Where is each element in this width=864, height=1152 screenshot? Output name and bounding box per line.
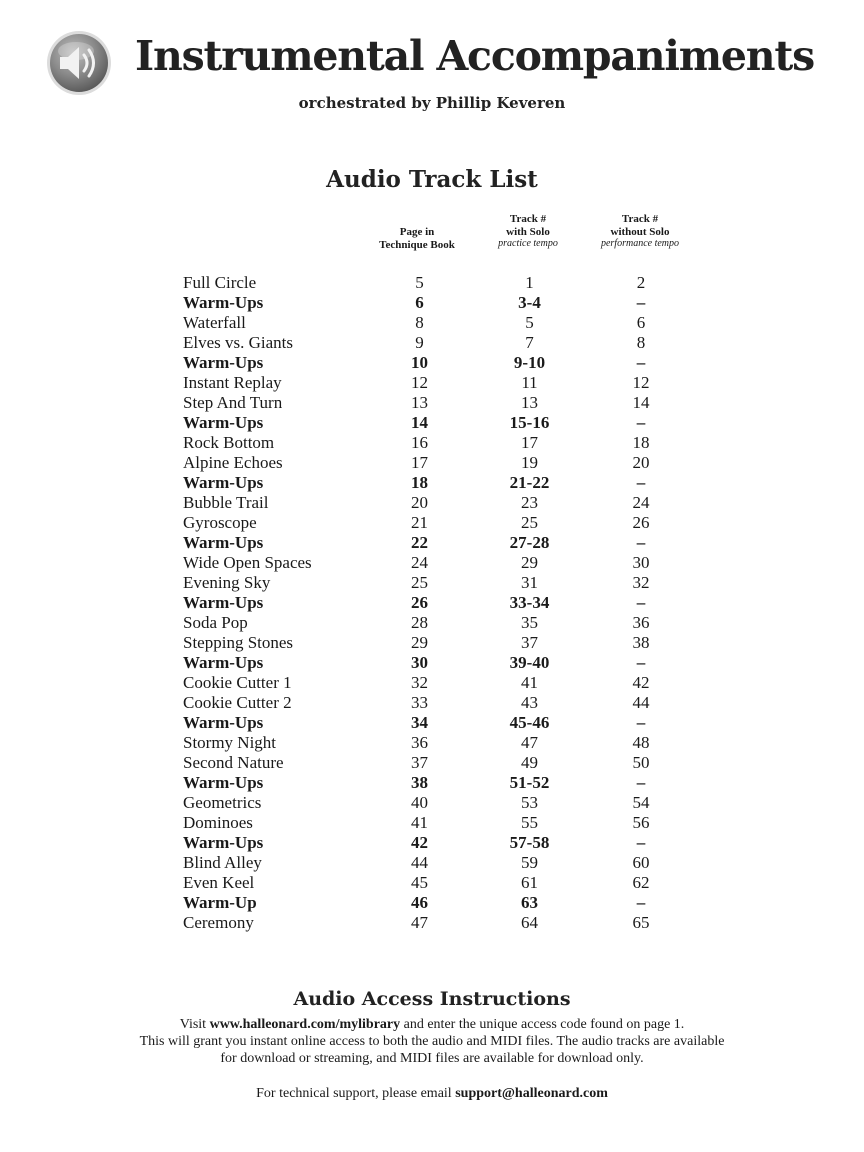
page-number: 34: [411, 713, 428, 732]
track-with-solo: 55: [521, 813, 538, 832]
column-header-without-solo-line1: Track #: [621, 213, 659, 225]
table-row: [180, 353, 696, 373]
page-number: 29: [411, 633, 428, 652]
track-with-solo: 15-16: [509, 413, 550, 432]
page-number: 42: [411, 833, 428, 852]
track-title: Alpine Echoes: [183, 453, 283, 472]
track-table-body: [180, 273, 696, 933]
table-row: [180, 573, 696, 593]
track-title: Warm-Ups: [183, 473, 264, 492]
page-number: 44: [411, 853, 428, 872]
track-with-solo: 1: [525, 273, 534, 292]
track-with-solo: 63: [521, 893, 538, 912]
track-title: Rock Bottom: [183, 433, 275, 452]
table-row: [180, 693, 696, 713]
table-row: [180, 673, 696, 693]
column-header-with-solo-note: practice tempo: [498, 238, 558, 249]
page-number: 40: [411, 793, 428, 812]
track-without-solo: –: [636, 713, 646, 732]
page-number: 14: [411, 413, 428, 432]
track-with-solo: 25: [521, 513, 538, 532]
track-without-solo: –: [636, 833, 646, 852]
table-row: [180, 273, 696, 293]
page-number: 5: [415, 273, 424, 292]
page-number: 37: [411, 753, 428, 772]
column-header-without-solo-line2: without Solo: [610, 225, 670, 238]
track-title: Full Circle: [183, 273, 257, 292]
track-without-solo: 18: [632, 433, 650, 452]
page-number: 26: [411, 593, 428, 612]
table-row: [180, 533, 696, 553]
track-title: Warm-Ups: [183, 833, 264, 852]
table-row: [180, 393, 696, 413]
track-without-solo: 56: [632, 813, 650, 832]
track-without-solo: –: [636, 353, 646, 372]
access-instruction-line-1: [0, 1016, 864, 1034]
table-row: [180, 873, 696, 893]
track-with-solo: 64: [521, 913, 538, 932]
track-without-solo: –: [636, 773, 646, 792]
track-without-solo: –: [636, 473, 646, 492]
page-number: 22: [411, 533, 428, 552]
track-without-solo: 8: [636, 333, 646, 352]
track-without-solo: 26: [632, 513, 650, 532]
speaker-icon: [46, 30, 112, 96]
track-title: Warm-Ups: [183, 773, 264, 792]
track-title: Wide Open Spaces: [183, 553, 312, 572]
track-with-solo: 33-34: [509, 593, 550, 612]
column-header-without-solo-note: performance tempo: [600, 238, 680, 249]
track-title: Warm-Ups: [183, 353, 264, 372]
access-instruction-line-2: This will grant you instant online access to both the audio and MIDI files. The audio tracks are available: [139, 1034, 725, 1049]
track-title: Warm-Ups: [183, 653, 264, 672]
page-number: 18: [411, 473, 428, 492]
table-row: [180, 713, 696, 733]
track-without-solo: 24: [632, 493, 650, 512]
track-title: Waterfall: [183, 313, 246, 332]
track-title: Warm-Ups: [183, 593, 264, 612]
track-with-solo: 35: [521, 613, 538, 632]
track-with-solo: 29: [521, 553, 538, 572]
track-without-solo: 60: [632, 853, 650, 872]
access-instruction-line-3: for download or streaming, and MIDI files are available for download only.: [220, 1051, 644, 1066]
page-number: 8: [415, 313, 424, 332]
page-number: 12: [411, 373, 428, 392]
track-without-solo: 54: [632, 793, 650, 812]
track-title: Warm-Up: [183, 893, 257, 912]
track-with-solo: 51-52: [509, 773, 550, 792]
table-row: [180, 793, 696, 813]
track-without-solo: 6: [636, 313, 646, 332]
table-row: [180, 913, 696, 933]
page-number: 21: [411, 513, 428, 532]
access-heading: Audio Access Instructions: [293, 988, 571, 1010]
track-title: Stormy Night: [183, 733, 277, 752]
instruction-text: and enter the unique access code found on page 1.: [400, 1017, 685, 1032]
track-table: [180, 273, 696, 933]
track-without-solo: –: [636, 653, 646, 672]
table-row: [180, 833, 696, 853]
track-without-solo: 36: [632, 613, 650, 632]
support-text: For technical support, please email: [256, 1086, 456, 1101]
table-row: [180, 633, 696, 653]
track-title: Gyroscope: [183, 513, 257, 532]
page-number: 30: [411, 653, 428, 672]
track-with-solo: 39-40: [509, 653, 550, 672]
track-with-solo: 47: [521, 733, 538, 752]
track-title: Elves vs. Giants: [183, 333, 294, 352]
support-line: [0, 1085, 864, 1103]
track-without-solo: 65: [632, 913, 650, 932]
track-with-solo: 45-46: [509, 713, 550, 732]
track-with-solo: 41: [521, 673, 538, 692]
track-with-solo: 21-22: [509, 473, 550, 492]
table-row: [180, 733, 696, 753]
table-row: [180, 413, 696, 433]
track-with-solo: 13: [521, 393, 538, 412]
column-header-page-line1: Page in: [399, 226, 435, 238]
page-number: 17: [411, 453, 428, 472]
track-title: Instant Replay: [183, 373, 282, 392]
column-header-with-solo-line1: Track #: [509, 213, 547, 225]
page-number: 47: [411, 913, 428, 932]
track-without-solo: 42: [632, 673, 650, 692]
track-with-solo: 3-4: [518, 293, 541, 312]
page-number: 6: [415, 293, 424, 312]
track-without-solo: –: [636, 593, 646, 612]
page-number: 32: [411, 673, 428, 692]
track-with-solo: 61: [521, 873, 538, 892]
table-row: [180, 773, 696, 793]
table-row: [180, 813, 696, 833]
track-without-solo: 48: [632, 733, 650, 752]
table-row: [180, 613, 696, 633]
table-row: [180, 853, 696, 873]
track-without-solo: –: [636, 413, 646, 432]
track-title: Ceremony: [183, 913, 254, 932]
track-without-solo: 38: [632, 633, 650, 652]
track-title: Soda Pop: [183, 613, 248, 632]
track-with-solo: 5: [525, 313, 534, 332]
track-with-solo: 31: [521, 573, 538, 592]
track-without-solo: 62: [632, 873, 650, 892]
track-without-solo: 32: [632, 573, 650, 592]
page-number: 13: [411, 393, 428, 412]
table-row: [180, 653, 696, 673]
track-without-solo: 44: [632, 693, 650, 712]
track-title: Bubble Trail: [183, 493, 269, 512]
track-title: Warm-Ups: [183, 413, 264, 432]
page-number: 38: [411, 773, 428, 792]
table-row: [180, 893, 696, 913]
track-title: Even Keel: [183, 873, 255, 892]
column-header-with-solo-line2: with Solo: [506, 225, 550, 238]
support-email-link[interactable]: support@halleonard.com: [455, 1086, 608, 1101]
table-row: [180, 513, 696, 533]
table-row: [180, 313, 696, 333]
track-without-solo: 50: [632, 753, 650, 772]
page-number: 45: [411, 873, 428, 892]
table-row: [180, 473, 696, 493]
page-number: 10: [411, 353, 428, 372]
table-row: [180, 553, 696, 573]
track-with-solo: 23: [521, 493, 538, 512]
track-without-solo: –: [636, 293, 646, 312]
track-title: Step And Turn: [183, 393, 283, 412]
track-with-solo: 11: [521, 373, 538, 392]
track-without-solo: 14: [632, 393, 650, 412]
page-number: 16: [411, 433, 428, 452]
track-title: Warm-Ups: [183, 533, 264, 552]
page-title: Instrumental Accompaniments: [135, 32, 815, 80]
subtitle: orchestrated by Phillip Keveren: [298, 94, 566, 112]
table-row: [180, 333, 696, 353]
track-without-solo: 30: [632, 553, 650, 572]
track-without-solo: –: [636, 893, 646, 912]
track-with-solo: 53: [521, 793, 538, 812]
track-with-solo: 27-28: [509, 533, 550, 552]
track-without-solo: 20: [632, 453, 650, 472]
track-without-solo: –: [636, 533, 646, 552]
table-row: [180, 293, 696, 313]
library-link[interactable]: www.halleonard.com/mylibrary: [209, 1017, 401, 1032]
page-number: 9: [415, 333, 424, 352]
instruction-text: Visit: [179, 1017, 210, 1032]
table-row: [180, 493, 696, 513]
track-with-solo: 43: [521, 693, 538, 712]
track-with-solo: 37: [521, 633, 538, 652]
track-title: Blind Alley: [183, 853, 262, 872]
track-with-solo: 49: [521, 753, 538, 772]
track-title: Dominoes: [183, 813, 253, 832]
track-with-solo: 59: [521, 853, 538, 872]
table-row: [180, 593, 696, 613]
track-without-solo: 12: [632, 373, 650, 392]
track-with-solo: 17: [521, 433, 538, 452]
track-list-heading: Audio Track List: [326, 166, 538, 193]
table-row: [180, 453, 696, 473]
column-header-page-line2: Technique Book: [379, 238, 455, 251]
track-title: Warm-Ups: [183, 713, 264, 732]
page-number: 46: [411, 893, 428, 912]
track-with-solo: 57-58: [509, 833, 550, 852]
column-header-without-solo: [570, 213, 710, 251]
table-row: [180, 753, 696, 773]
page-number: 25: [411, 573, 428, 592]
track-without-solo: 2: [636, 273, 646, 292]
track-title: Warm-Ups: [183, 293, 264, 312]
track-with-solo: 9-10: [513, 353, 546, 372]
track-title: Cookie Cutter 1: [183, 673, 292, 692]
track-title: Cookie Cutter 2: [183, 693, 292, 712]
track-title: Stepping Stones: [183, 633, 294, 652]
page-number: 36: [411, 733, 428, 752]
track-with-solo: 19: [521, 453, 538, 472]
table-row: [180, 433, 696, 453]
track-title: Second Nature: [183, 753, 284, 772]
page-number: 24: [411, 553, 428, 572]
page-number: 28: [411, 613, 428, 632]
page-number: 41: [411, 813, 428, 832]
table-row: [180, 373, 696, 393]
track-title: Geometrics: [183, 793, 262, 812]
track-title: Evening Sky: [183, 573, 271, 592]
page-number: 33: [411, 693, 428, 712]
track-with-solo: 7: [525, 333, 534, 352]
page-number: 20: [411, 493, 428, 512]
